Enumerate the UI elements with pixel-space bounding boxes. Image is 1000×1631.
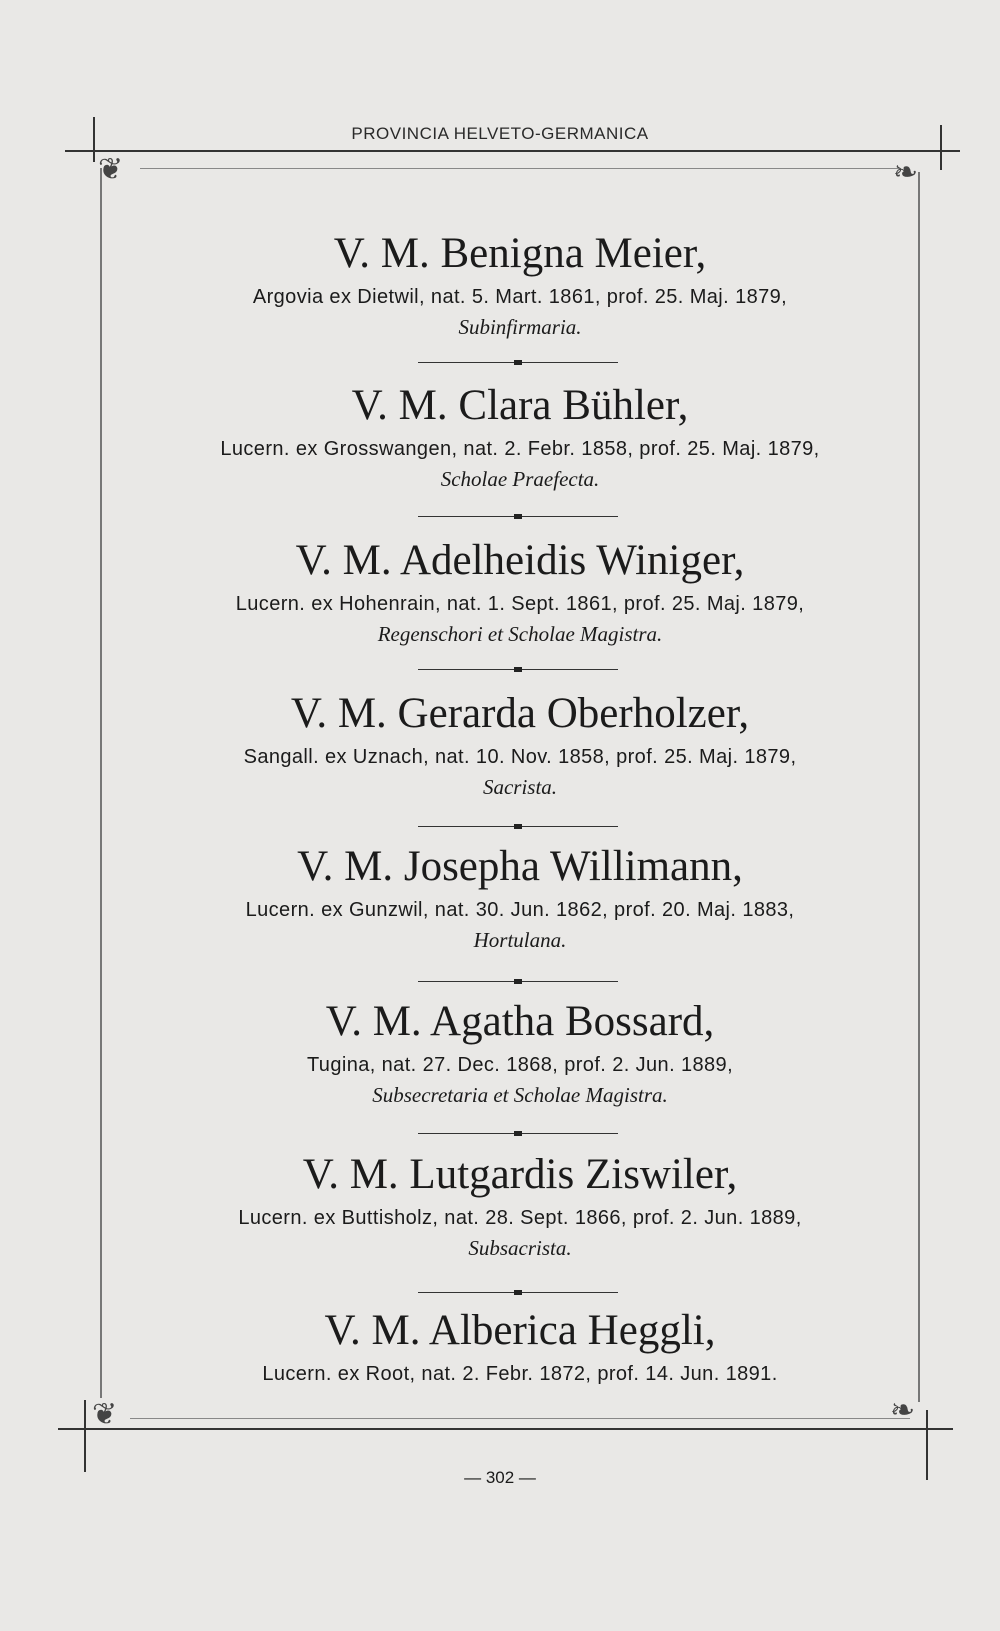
entry-info: Sangall. ex Uznach, nat. 10. Nov. 1858, prof. 25. Maj. 1879, <box>243 746 797 768</box>
entry <box>140 998 900 1108</box>
entry-role: Sacrista. <box>482 775 558 799</box>
entry-role: Scholae Praefecta. <box>440 467 600 491</box>
entry-role: Regenschori et Scholae Magistra. <box>377 622 663 646</box>
entry-name: V. M. Alberica Heggli, <box>324 1307 716 1354</box>
corner-ornament-bottom-left: ❦ <box>92 1398 118 1431</box>
entry <box>140 690 900 800</box>
frame-bottom <box>130 1418 910 1419</box>
entry-role: Hortulana. <box>473 928 567 952</box>
entry-info: Argovia ex Dietwil, nat. 5. Mart. 1861, prof. 25. Maj. 1879, <box>252 286 788 308</box>
running-header: PROVINCIA HELVETO-GERMANICA <box>351 124 649 143</box>
entry-name: V. M. Agatha Bossard, <box>325 998 715 1045</box>
page-number: — 302 — <box>464 1468 536 1487</box>
entry-info: Lucern. ex Hohenrain, nat. 1. Sept. 1861, prof. 25. Maj. 1879, <box>235 593 805 615</box>
top-rule-vertical-left <box>93 117 95 162</box>
entry-role: Subinfirmaria. <box>458 315 582 339</box>
frame-right <box>918 172 920 1402</box>
entry-name: V. M. Josepha Willimann, <box>297 843 743 890</box>
top-rule <box>65 150 960 152</box>
entry-info: Lucern. ex Grosswangen, nat. 2. Febr. 1858, prof. 25. Maj. 1879, <box>220 438 820 460</box>
entry <box>140 537 900 647</box>
entry-name: V. M. Gerarda Oberholzer, <box>290 690 750 737</box>
entry-info: Lucern. ex Buttisholz, nat. 28. Sept. 1866, prof. 2. Jun. 1889, <box>238 1207 802 1229</box>
entry <box>140 843 900 953</box>
entry-name: V. M. Lutgardis Ziswiler, <box>302 1151 738 1198</box>
corner-ornament-top-right: ❧ <box>893 156 919 189</box>
frame-top <box>140 168 900 169</box>
entry <box>140 230 900 340</box>
entry-name: V. M. Clara Bühler, <box>351 382 689 429</box>
separator-rule <box>418 1133 618 1134</box>
entry <box>140 1151 900 1261</box>
separator-rule <box>418 516 618 517</box>
entry-role: Subsacrista. <box>468 1236 572 1260</box>
entry-role: Subsecretaria et Scholae Magistra. <box>372 1083 668 1107</box>
corner-ornament-top-left: ❦ <box>98 153 124 186</box>
corner-ornament-bottom-right: ❧ <box>890 1394 916 1427</box>
entry-name: V. M. Adelheidis Winiger, <box>295 537 745 584</box>
separator-rule <box>418 981 618 982</box>
entry-info: Tugina, nat. 27. Dec. 1868, prof. 2. Jun. 1889, <box>306 1054 734 1076</box>
separator-rule <box>418 362 618 363</box>
entry-info: Lucern. ex Gunzwil, nat. 30. Jun. 1862, prof. 20. Maj. 1883, <box>245 899 795 921</box>
separator-rule <box>418 826 618 827</box>
entry-info: Lucern. ex Root, nat. 2. Febr. 1872, prof. 14. Jun. 1891. <box>262 1363 778 1385</box>
entry <box>140 1307 900 1387</box>
entry-name: V. M. Benigna Meier, <box>333 230 707 277</box>
separator-rule <box>418 669 618 670</box>
entry <box>140 382 900 492</box>
frame-left <box>100 168 102 1398</box>
separator-rule <box>418 1292 618 1293</box>
bottom-rule-vertical-left <box>84 1400 86 1472</box>
top-rule-vertical-right <box>940 125 942 170</box>
bottom-rule <box>58 1428 953 1430</box>
